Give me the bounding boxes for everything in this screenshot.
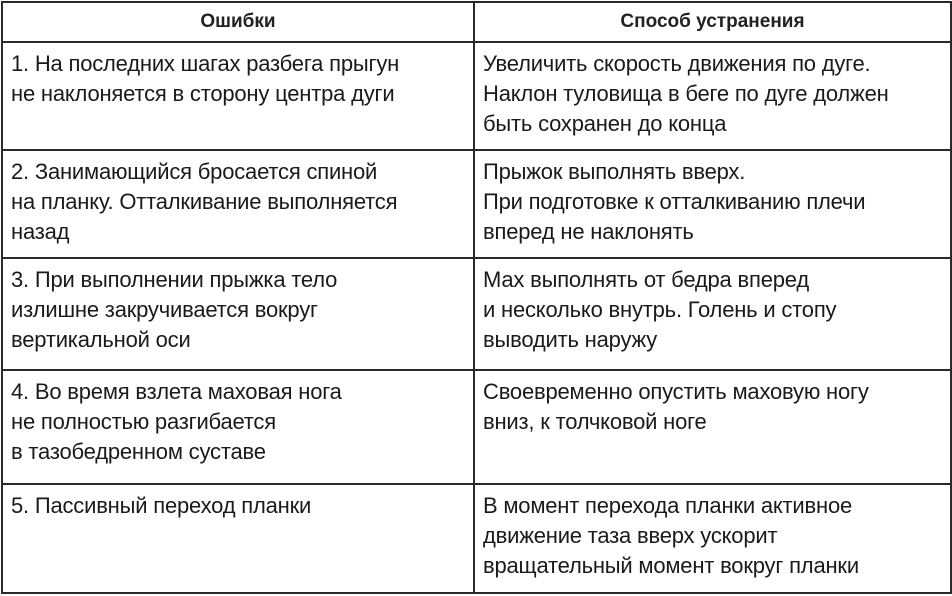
errors-table xyxy=(1,1,952,594)
cell-line: 2. Занимающийся бросается спиной xyxy=(11,158,378,184)
cell-line: Прыжок выполнять вверх. xyxy=(483,158,746,184)
error-cell xyxy=(2,370,474,484)
cell-line: не наклоняется в сторону центра дуги xyxy=(11,81,395,106)
header-errors: Ошибки xyxy=(2,2,474,42)
cell-line: Наклон туловища в беге по дуге должен xyxy=(483,81,889,106)
fix-cell xyxy=(474,484,951,593)
table-row xyxy=(2,370,951,484)
fix-cell xyxy=(474,150,951,258)
table-row xyxy=(2,484,951,593)
cell-line: на планку. Отталкивание выполняется xyxy=(11,188,398,214)
cell-line: Мах выполнять от бедра вперед xyxy=(483,266,809,292)
cell-line: 3. При выполнении прыжка тело xyxy=(11,266,338,292)
header-row xyxy=(2,2,951,42)
table-row xyxy=(2,258,951,370)
cell-line: назад xyxy=(11,218,70,244)
cell-line: быть сохранен до конца xyxy=(483,111,727,136)
cell-line: вперед не наклонять xyxy=(483,218,694,244)
error-cell xyxy=(2,258,474,370)
cell-line: движение таза вверх ускорит xyxy=(483,523,778,548)
cell-line: 4. Во время взлета маховая нога xyxy=(11,378,342,404)
cell-line: в тазобедренном суставе xyxy=(11,438,266,464)
error-cell xyxy=(2,42,474,150)
cell-line: В момент перехода планки активное xyxy=(483,493,853,518)
cell-line: При подготовке к отталкиванию плечи xyxy=(483,188,866,214)
cell-line: 5. Пассивный переход планки xyxy=(11,493,312,518)
cell-line: Своевременно опустить маховую ногу xyxy=(483,378,869,404)
fix-cell xyxy=(474,370,951,484)
cell-line: 1. На последних шагах разбега прыгун xyxy=(11,51,400,76)
error-cell xyxy=(2,484,474,593)
cell-line: вниз, к толчковой ноге xyxy=(483,408,707,434)
cell-line: выводить наружу xyxy=(483,326,658,352)
cell-line: и несколько внутрь. Голень и стопу xyxy=(483,296,837,322)
table-row xyxy=(2,150,951,258)
cell-line: излишне закручивается вокруг xyxy=(11,296,318,322)
error-cell xyxy=(2,150,474,258)
fix-cell xyxy=(474,42,951,150)
header-fix-method: Способ устранения xyxy=(474,2,951,42)
cell-line: вращательный момент вокруг планки xyxy=(483,553,859,578)
fix-cell xyxy=(474,258,951,370)
cell-line: Увеличить скорость движения по дуге. xyxy=(483,51,871,76)
cell-line: вертикальной оси xyxy=(11,326,191,352)
cell-line: не полностью разгибается xyxy=(11,408,276,434)
table-row xyxy=(2,42,951,150)
